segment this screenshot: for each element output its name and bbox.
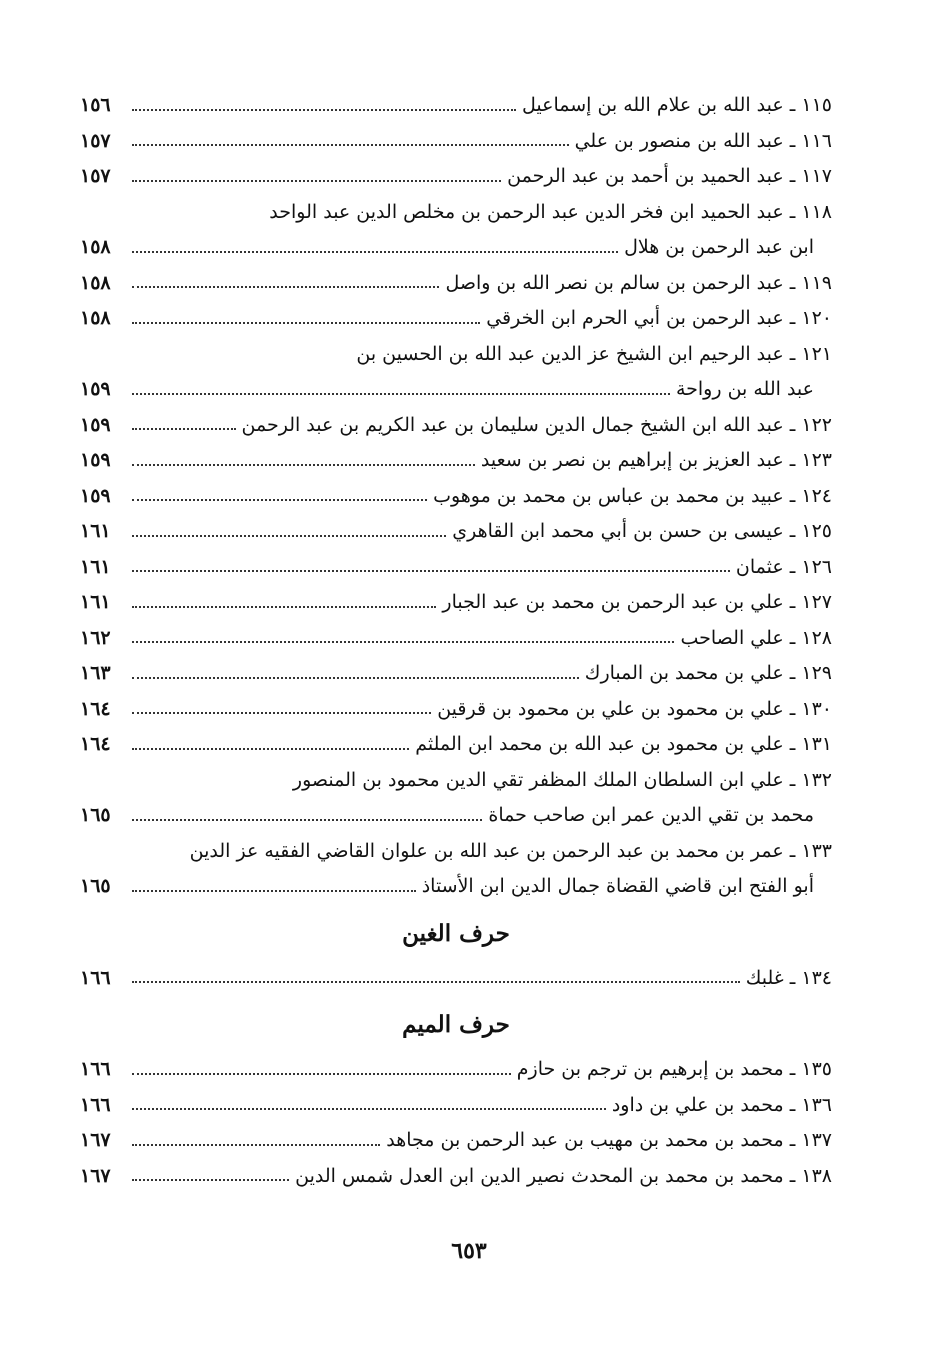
toc-entry [80, 372, 832, 408]
entry-title: ١٢٣ ـ عبد العزيز بن إبراهيم بن نصر بن سعيد [480, 449, 832, 472]
dot-leader [132, 1108, 606, 1110]
entry-page-number: ١٥٧ [80, 165, 111, 188]
entry-title: ١٣٠ ـ علي بن محمود بن علي بن محمود بن قرقين [437, 697, 832, 720]
entry-page-number: ١٦٧ [80, 1129, 111, 1152]
entry-title: ١٣٣ ـ عمر بن محمد بن عبد الرحمن بن عبد الله بن علوان القاضي الفقيه عز الدين [189, 839, 832, 862]
entry-title: محمد بن تقي الدين عمر ابن صاحب حماة [488, 804, 814, 827]
dot-leader [132, 251, 618, 253]
toc-entry [80, 727, 832, 763]
toc-entry [80, 88, 832, 124]
entry-title: عبد الله بن رواحة [675, 378, 814, 401]
toc-entry [80, 266, 832, 302]
dot-leader [132, 109, 516, 111]
entry-title: ١٢٩ ـ علي بن محمد بن المبارك [584, 662, 832, 685]
entry-title: ١١٦ ـ عبد الله بن منصور بن علي [574, 129, 832, 152]
dot-leader [132, 677, 579, 679]
entry-page-number: ١٥٦ [80, 94, 111, 117]
entry-title: ١٢١ ـ عبد الرحيم ابن الشيخ عز الدين عبد الله بن الحسين بن [356, 342, 832, 365]
toc-entry [80, 1088, 832, 1124]
entry-title: ١٣٨ ـ محمد بن محمد بن المحدث نصير الدين ابن العدل شمس الدين [295, 1164, 832, 1187]
dot-leader [132, 819, 482, 821]
entry-title: أبو الفتح ابن قاضي القضاة جمال الدين ابن الأستاذ [421, 875, 814, 898]
entry-page-number: ١٦١ [80, 591, 111, 614]
entry-page-number: ١٦٣ [80, 662, 111, 685]
dot-leader [132, 535, 446, 537]
entry-title: ١٢٧ ـ علي بن عبد الرحمن بن محمد بن عبد الجبار [442, 591, 832, 614]
entry-page-number: ١٦٢ [80, 626, 111, 649]
toc-entry [80, 1052, 832, 1088]
dot-leader [132, 286, 439, 288]
entry-title: ابن عبد الرحمن بن هلال [624, 236, 814, 259]
toc-entry [80, 408, 832, 444]
toc-entry [80, 585, 832, 621]
toc-entry [80, 479, 832, 515]
dot-leader [132, 712, 431, 714]
toc-entry [80, 1159, 832, 1195]
dot-leader [132, 890, 416, 892]
toc-entry [80, 834, 832, 870]
entry-title: ١١٩ ـ عبد الرحمن بن سالم بن نصر الله بن واصل [445, 271, 832, 294]
entry-title: ١٢٠ ـ عبد الرحمن بن أبي الحرم ابن الخرقي [486, 307, 832, 330]
toc-page [80, 88, 832, 1194]
dot-leader [132, 570, 730, 572]
dot-leader [132, 1144, 380, 1146]
entry-page-number: ١٥٩ [80, 449, 111, 472]
toc-entry [80, 1123, 832, 1159]
toc-entry [80, 763, 832, 799]
dot-leader [132, 464, 475, 466]
toc-entry [80, 550, 832, 586]
toc-entry [80, 869, 832, 905]
entry-page-number: ١٦٤ [80, 733, 111, 756]
entry-page-number: ١٦١ [80, 520, 111, 543]
entry-page-number: ١٥٨ [80, 271, 111, 294]
entry-page-number: ١٦٤ [80, 697, 111, 720]
dot-leader [132, 180, 501, 182]
dot-leader [132, 499, 427, 501]
toc-entry [80, 230, 832, 266]
entry-title: ١٣٧ ـ محمد بن محمد بن مهيب بن عبد الرحمن بن مجاهد [386, 1129, 832, 1152]
entry-title: ١٢٦ ـ عثمان [735, 555, 832, 578]
section-heading: حرف الغين [402, 919, 510, 947]
entry-title: ١١٧ ـ عبد الحميد بن أحمد بن عبد الرحمن [507, 165, 832, 188]
dot-leader [132, 428, 236, 430]
entry-page-number: ١٦٥ [80, 804, 111, 827]
entry-page-number: ١٦٦ [80, 1058, 111, 1081]
entry-title: ١١٥ ـ عبد الله بن علام الله بن إسماعيل [521, 94, 832, 117]
dot-leader [132, 641, 674, 643]
toc-entry [80, 337, 832, 373]
dot-leader [132, 322, 480, 324]
dot-leader [132, 606, 436, 608]
entry-page-number: ١٦٦ [80, 1093, 111, 1116]
entry-page-number: ١٥٩ [80, 484, 111, 507]
table-of-contents [80, 88, 832, 1194]
dot-leader [132, 748, 409, 750]
entry-page-number: ١٥٩ [80, 413, 111, 436]
entry-page-number: ١٥٨ [80, 236, 111, 259]
dot-leader [132, 144, 569, 146]
entry-title: ١٣٥ ـ محمد بن إبرهيم بن ترجم بن حازم [516, 1058, 832, 1081]
toc-entry [80, 656, 832, 692]
entry-title: ١٢٢ ـ عبد الله ابن الشيخ جمال الدين سليمان بن عبد الكريم بن عبد الرحمن [241, 413, 832, 436]
entry-page-number: ١٥٧ [80, 129, 111, 152]
toc-entry [80, 798, 832, 834]
entry-page-number: ١٥٩ [80, 378, 111, 401]
toc-entry [80, 961, 832, 997]
entry-page-number: ١٦٦ [80, 966, 111, 989]
dot-leader [132, 1179, 289, 1181]
dot-leader [132, 393, 670, 395]
toc-entry [80, 124, 832, 160]
entry-page-number: ١٦٧ [80, 1164, 111, 1187]
entry-title: ١١٨ ـ عبد الحميد ابن فخر الدين عبد الرحمن بن مخلص الدين عبد الواحد [269, 200, 832, 223]
entry-page-number: ١٦٥ [80, 875, 111, 898]
entry-title: ١٣٦ ـ محمد بن علي بن داود [611, 1093, 832, 1116]
page-number: ٦٥٣ [451, 1238, 487, 1264]
entry-title: ١٢٥ ـ عيسى بن حسن بن أبي محمد ابن القاهري [452, 520, 832, 543]
dot-leader [132, 981, 740, 983]
entry-title: ١٢٤ ـ عبيد بن محمد بن عباس بن محمد بن موهوب [433, 484, 832, 507]
toc-entry [80, 159, 832, 195]
entry-page-number: ١٥٨ [80, 307, 111, 330]
entry-title: ١٢٨ ـ علي الصاحب [680, 626, 832, 649]
toc-entry [80, 301, 832, 337]
toc-entry [80, 443, 832, 479]
entry-title: ١٣٤ ـ غلبك [745, 966, 832, 989]
toc-entry [80, 692, 832, 728]
entry-title: ١٣١ ـ علي بن محمود بن عبد الله بن محمد ابن الملثم [415, 733, 832, 756]
toc-entry [80, 514, 832, 550]
toc-entry [80, 621, 832, 657]
entry-page-number: ١٦١ [80, 555, 111, 578]
entry-title: ١٣٢ ـ علي ابن السلطان الملك المظفر تقي الدين محمود بن المنصور [292, 768, 832, 791]
toc-entry [80, 195, 832, 231]
dot-leader [132, 1073, 511, 1075]
section-heading: حرف الميم [402, 1011, 510, 1038]
